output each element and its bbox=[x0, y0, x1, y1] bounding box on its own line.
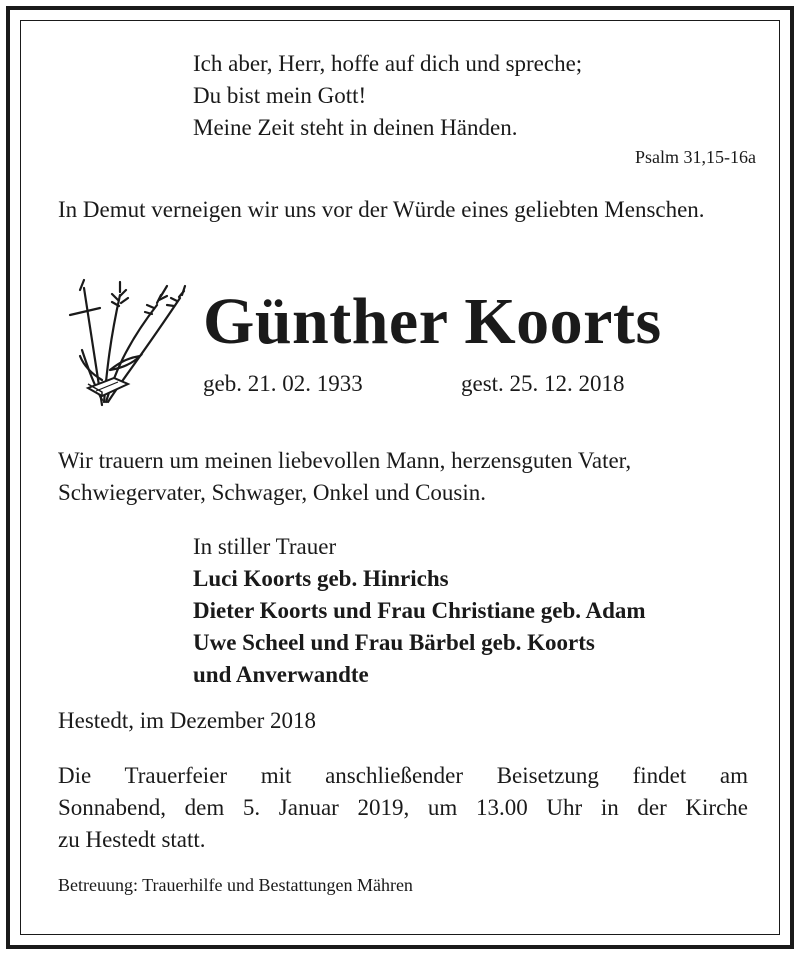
undertaker-credit: Betreuung: Trauerhilfe und Bestattungen Mähren bbox=[58, 875, 413, 895]
service-line: zu Hestedt statt. bbox=[58, 827, 206, 852]
intro-text: In Demut verneigen wir uns vor der Würde eines geliebten Menschen. bbox=[58, 197, 705, 222]
psalm-line: Meine Zeit steht in deinen Händen. bbox=[193, 115, 518, 140]
family-member: und Anverwandte bbox=[193, 662, 369, 687]
place-and-date: Hestedt, im Dezember 2018 bbox=[58, 708, 317, 733]
psalm-line: Ich aber, Herr, hoffe auf dich und spreche; bbox=[193, 51, 583, 76]
family-member: Luci Koorts geb. Hinrichs bbox=[193, 566, 449, 591]
birth-date: geb. 21. 02. 1933 bbox=[203, 371, 363, 396]
psalm-reference: Psalm 31,15-16a bbox=[635, 147, 756, 167]
family-signatures bbox=[193, 531, 646, 691]
funeral-service-notice bbox=[58, 760, 748, 856]
cross-with-wheat-ornament-icon bbox=[62, 270, 187, 420]
death-date: gest. 25. 12. 2018 bbox=[461, 371, 625, 396]
family-member: Dieter Koorts und Frau Christiane geb. Adam bbox=[193, 598, 646, 623]
service-line: Die Trauerfeier mit anschließender Beisetzung findet am bbox=[58, 763, 748, 788]
family-intro: In stiller Trauer bbox=[193, 534, 337, 559]
deceased-name: Günther Koorts bbox=[203, 285, 662, 358]
family-member: Uwe Scheel und Frau Bärbel geb. Koorts bbox=[193, 630, 595, 655]
psalm-line: Du bist mein Gott! bbox=[193, 83, 367, 108]
service-line: Sonnabend, dem 5. Januar 2019, um 13.00 Uhr in der Kirche bbox=[58, 795, 748, 820]
psalm-quote bbox=[193, 48, 582, 144]
mourning-text: Wir trauern um meinen liebevollen Mann, herzensguten Vater, Schwiegervater, Schwager, Onkel und Cousin. bbox=[58, 448, 632, 505]
